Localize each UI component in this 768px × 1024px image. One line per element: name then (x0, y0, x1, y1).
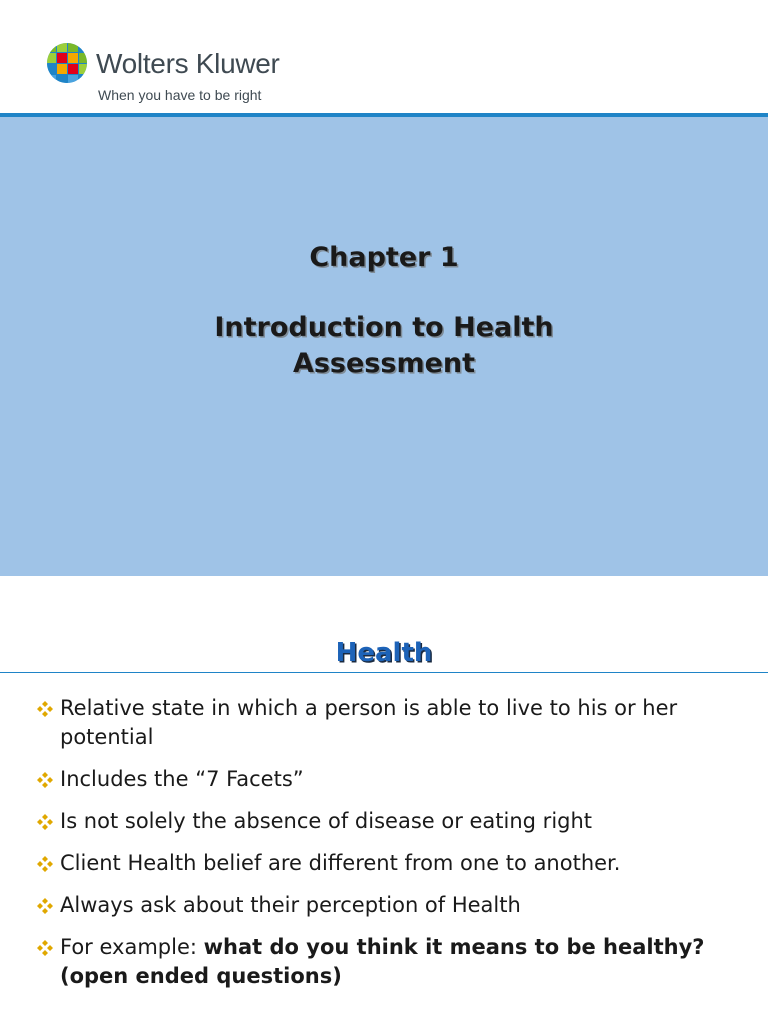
bullet-text: Relative state in which a person is able to live to his or her potential (60, 696, 678, 749)
diamond-cluster-icon (36, 771, 54, 789)
heading-divider (0, 672, 768, 673)
wolters-kluwer-mark-icon (46, 42, 88, 84)
list-item (36, 933, 736, 991)
diamond-cluster-icon (36, 855, 54, 873)
diamond-cluster-icon (36, 813, 54, 831)
bullet-text: Includes the “7 Facets” (60, 767, 304, 791)
wolters-kluwer-logo (46, 42, 306, 108)
list-item (36, 891, 736, 920)
title-spacer (0, 276, 768, 310)
list-item (36, 694, 736, 752)
chapter-label: Chapter 1 (309, 242, 459, 273)
list-item (36, 849, 736, 878)
logo-wordmark: Wolters Kluwer (96, 48, 280, 79)
diamond-cluster-icon (36, 897, 54, 915)
diamond-cluster-icon (36, 700, 54, 718)
bullet-list (36, 694, 736, 1004)
health-slide (0, 576, 768, 1024)
example-question: what do you think it means to be healthy?(open ended questions) (60, 935, 705, 988)
chapter-title-line-1: Introduction to Health (214, 312, 554, 343)
slide-title (0, 240, 768, 382)
slide-heading: Health (335, 638, 433, 668)
logo-tagline: When you have to be right (98, 87, 262, 103)
diamond-cluster-icon (36, 939, 54, 957)
bullet-text: Always ask about their perception of Health (60, 893, 521, 917)
bullet-text: Is not solely the absence of disease or eating right (60, 809, 593, 833)
bullet-text: Client Health belief are different from one to another. (60, 851, 621, 875)
example-prefix: For example: (60, 935, 204, 959)
list-item (36, 807, 736, 836)
list-item (36, 765, 736, 794)
chapter-title-line-2: Assessment (292, 348, 476, 379)
